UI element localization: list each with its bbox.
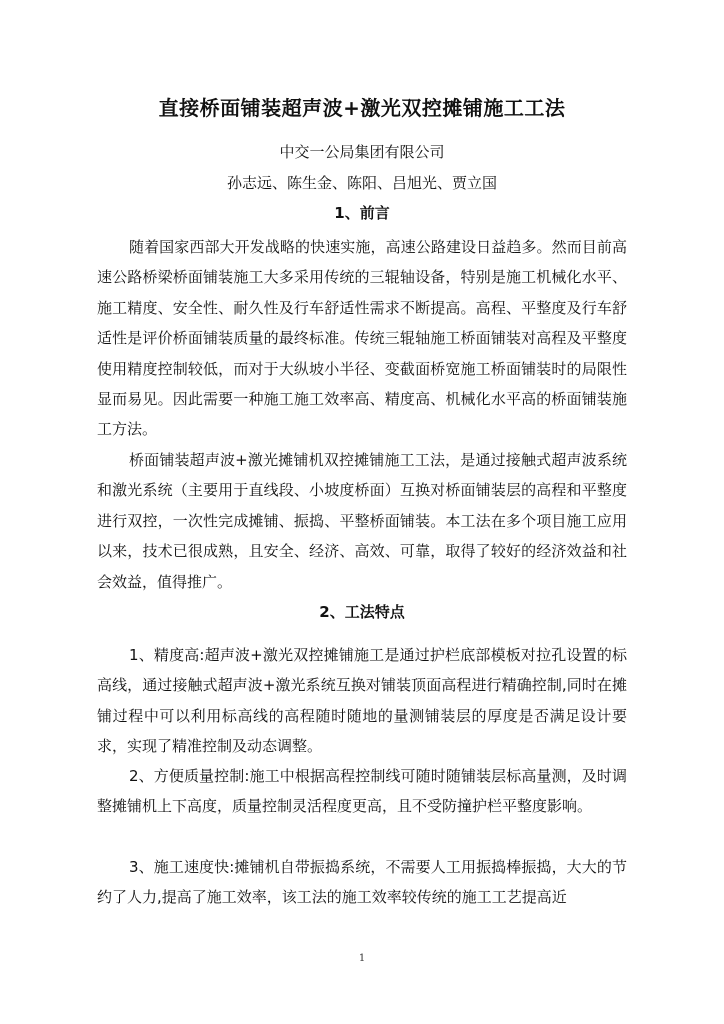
preface-paragraph-1: 随着国家西部大开发战略的快速实施，高速公路建设日益趋多。然而目前高速公路桥梁桥面铺装施工大多采用传统的三辊轴设备，特别是施工机械化水平、施工精度、安全性、耐久性及行车舒适性需求不断提高。高程、平整度及行车舒适性是评价桥面铺装质量的最终标准。传统三辊轴施工桥面铺装对高程及平整度使用精度控制较低，而对于大纵坡小半径、变截面桥宽施工桥面铺装时的局限性显而易见。因此需要一种施工施工效率高、精度高、机械化水平高的桥面铺装施工方法。: [97, 238, 627, 439]
feature-paragraph-2: 2、方便质量控制:施工中根据高程控制线可随时随铺装层标高量测，及时调整摊铺机上下高度，质量控制灵活程度更高，且不受防撞护栏平整度影响。: [97, 767, 627, 816]
preface-paragraph-2: 桥面铺装超声波+激光摊铺机双控摊铺施工工法，是通过接触式超声波系统和激光系统（主要用于直线段、小坡度桥面）互换对桥面铺装层的高程和平整度进行双控，一次性完成摊铺、振捣、平整桥面铺装。本工法在多个项目施工应用以来，技术已很成熟，且安全、经济、高效、可靠，取得了较好的经济效益和社会效益，值得推广。: [97, 451, 627, 591]
document-title: 直接桥面铺装超声波+激光双控摊铺施工工法: [158, 96, 566, 120]
authors: 孙志远、陈生金、陈阳、吕旭光、贾立国: [226, 174, 497, 192]
page-number: 1: [358, 953, 366, 964]
section-heading-preface: 1、前言: [334, 204, 390, 222]
organization: 中交一公局集团有限公司: [279, 143, 445, 161]
feature-paragraph-1: 1、精度高:超声波+激光双控摊铺施工是通过护栏底部模板对拉孔设置的标高线，通过接触式超声波+激光系统互换对铺装顶面高程进行精确控制,同时在摊铺过程中可以利用标高线的高程随时随地的量测铺装层的厚度是否满足设计要求，实现了精准控制及动态调整。: [97, 646, 627, 756]
section-heading-features: 2、工法特点: [319, 603, 405, 621]
feature-paragraph-3: 3、施工速度快:摊铺机自带振捣系统，不需要人工用振捣棒振捣，大大的节约了人力,提高了施工效率，该工法的施工效率较传统的施工工艺提高近: [97, 858, 627, 907]
